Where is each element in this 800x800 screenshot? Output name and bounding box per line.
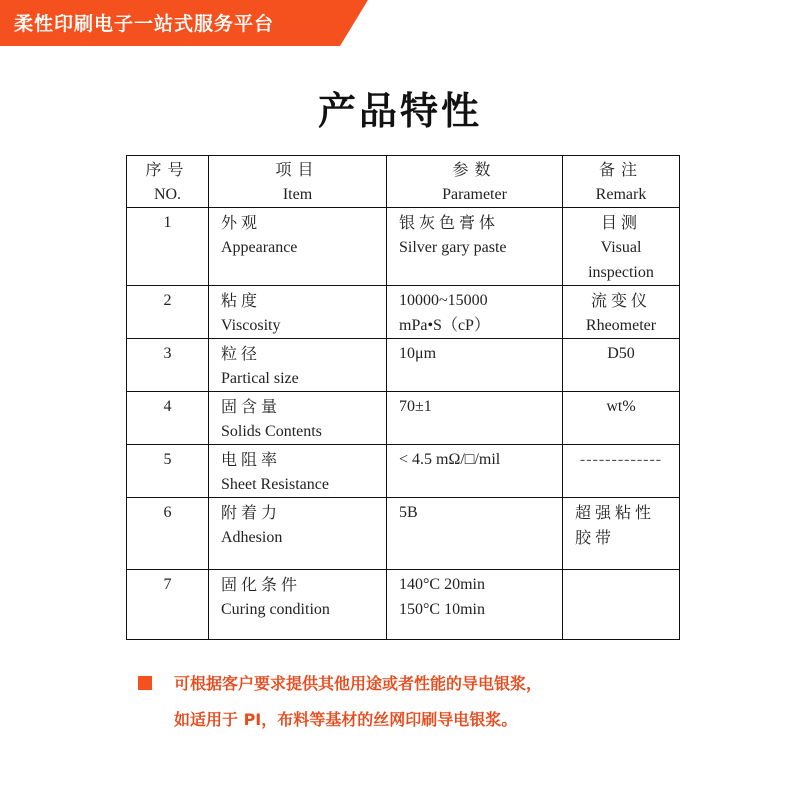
param-line: 70±1 xyxy=(399,398,432,415)
item-en: Curing condition xyxy=(221,601,330,618)
header-item xyxy=(209,156,387,208)
param-line: 10000~15000 xyxy=(399,292,488,309)
header-param-en: Parameter xyxy=(442,186,507,203)
param-line: 10μm xyxy=(399,345,437,362)
table-row xyxy=(127,445,680,498)
header-param xyxy=(387,156,563,208)
note-text-1: 可根据客户要求提供其他用途或者性能的导电银浆， xyxy=(174,674,543,693)
header-remark-en: Remark xyxy=(595,186,647,203)
row-item xyxy=(209,498,387,570)
remark-line: 目测 xyxy=(600,213,641,232)
row-item xyxy=(209,286,387,339)
item-en: Solids Contents xyxy=(221,423,322,440)
row-item xyxy=(209,570,387,640)
table-row xyxy=(127,498,680,570)
remark-line: Rheometer xyxy=(585,317,657,334)
param-line: 银灰色膏体 xyxy=(399,213,500,232)
header-no xyxy=(127,156,209,208)
remark-line: ------------- xyxy=(579,451,663,468)
item-en: Sheet Resistance xyxy=(221,476,329,493)
row-no: 3 xyxy=(127,339,209,392)
row-remark xyxy=(563,286,680,339)
row-no: 6 xyxy=(127,498,209,570)
row-param xyxy=(387,392,563,445)
item-zh: 附着力 xyxy=(221,503,282,522)
row-item xyxy=(209,339,387,392)
note-block xyxy=(138,666,542,738)
header-item-zh: 项目 xyxy=(275,160,320,179)
item-en: Appearance xyxy=(221,239,298,256)
table-row xyxy=(127,286,680,339)
row-param xyxy=(387,286,563,339)
row-param xyxy=(387,498,563,570)
table-row xyxy=(127,570,680,640)
row-item xyxy=(209,208,387,286)
row-no: 4 xyxy=(127,392,209,445)
item-zh: 固含量 xyxy=(221,397,282,416)
item-zh: 粒径 xyxy=(221,344,262,363)
param-line: 140°C 20min xyxy=(399,576,485,593)
remark-line: D50 xyxy=(607,345,635,362)
param-line: < 4.5 mΩ/□/mil xyxy=(399,451,501,468)
row-remark xyxy=(563,339,680,392)
table-header-row xyxy=(127,156,680,208)
row-param xyxy=(387,570,563,640)
row-remark xyxy=(563,570,680,640)
header-remark-zh: 备注 xyxy=(598,160,643,179)
row-param xyxy=(387,445,563,498)
remark-line: inspection xyxy=(588,264,654,281)
banner-title: 柔性印刷电子一站式服务平台 xyxy=(14,13,275,35)
row-remark xyxy=(563,208,680,286)
item-en: Viscosity xyxy=(221,317,281,334)
square-bullet-icon xyxy=(138,676,152,690)
table-row xyxy=(127,339,680,392)
note-line-1 xyxy=(138,666,542,702)
row-remark xyxy=(563,392,680,445)
header-no-en: NO. xyxy=(153,186,182,203)
header-no-zh: 序号 xyxy=(145,160,190,179)
item-zh: 粘度 xyxy=(221,291,262,310)
item-zh: 外观 xyxy=(221,213,262,232)
remark-line: 超强粘性 xyxy=(575,503,656,522)
row-no: 5 xyxy=(127,445,209,498)
table-row xyxy=(127,208,680,286)
row-no: 7 xyxy=(127,570,209,640)
param-line: mPa•S（cP） xyxy=(399,317,490,334)
header-remark xyxy=(563,156,680,208)
header-item-en: Item xyxy=(282,186,313,203)
item-zh: 电阻率 xyxy=(221,450,282,469)
spec-table xyxy=(126,155,680,640)
row-remark xyxy=(563,445,680,498)
row-param xyxy=(387,208,563,286)
remark-line: wt% xyxy=(606,398,636,415)
param-line: 5B xyxy=(399,504,418,521)
row-param xyxy=(387,339,563,392)
remark-line: Visual xyxy=(600,239,642,256)
param-line: 150°C 10min xyxy=(399,601,485,618)
page-title: 产品特性 xyxy=(317,89,482,133)
item-en: Adhesion xyxy=(221,529,283,546)
param-line: Silver gary paste xyxy=(399,239,507,256)
item-en: Partical size xyxy=(221,370,299,387)
row-item xyxy=(209,445,387,498)
table-row xyxy=(127,392,680,445)
note-line-2: 如适用于 PI，布料等基材的丝网印刷导电银浆。 xyxy=(174,710,518,729)
row-item xyxy=(209,392,387,445)
row-no: 1 xyxy=(127,208,209,286)
row-no: 2 xyxy=(127,286,209,339)
item-zh: 固化条件 xyxy=(221,575,302,594)
row-remark xyxy=(563,498,680,570)
header-param-zh: 参数 xyxy=(452,160,497,179)
remark-line: 流变仪 xyxy=(590,291,651,310)
remark-line: 胶带 xyxy=(575,528,616,547)
